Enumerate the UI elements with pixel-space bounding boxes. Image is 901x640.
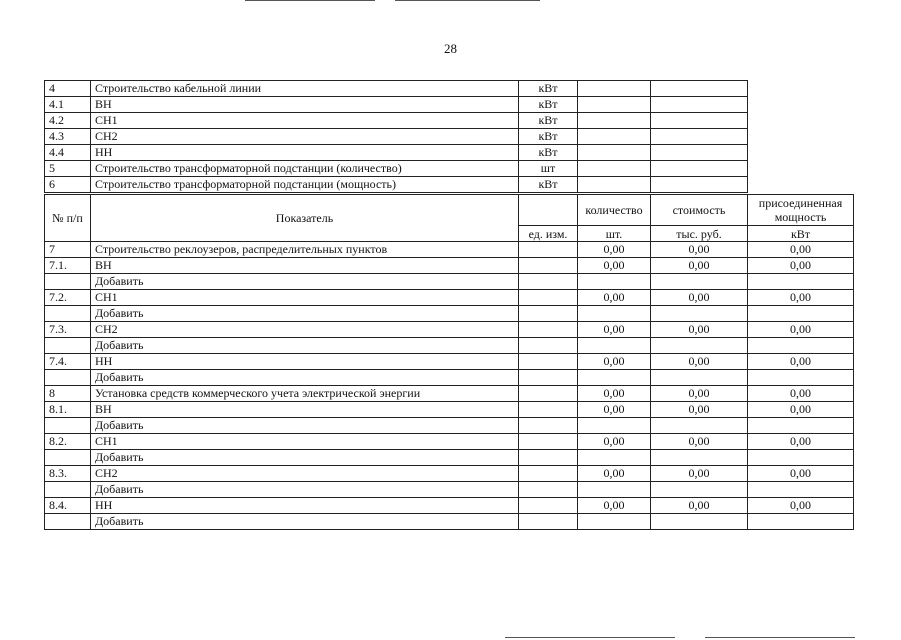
- row-unit: [519, 418, 578, 434]
- row-number: 7.4.: [45, 354, 91, 370]
- lower-table: [44, 194, 854, 530]
- row-unit: [519, 306, 578, 322]
- row-value-2: [651, 145, 748, 161]
- row-value-1: [578, 113, 651, 129]
- row-unit: [519, 370, 578, 386]
- row-unit: кВт: [519, 177, 578, 193]
- upper-row: [45, 129, 748, 145]
- row-unit: шт: [519, 161, 578, 177]
- row-unit: [519, 466, 578, 482]
- row-number: [45, 418, 91, 434]
- row-power: 0,00: [748, 386, 854, 402]
- row-quantity: [578, 306, 651, 322]
- upper-row: [45, 97, 748, 113]
- row-power: 0,00: [748, 290, 854, 306]
- row-power: [748, 514, 854, 530]
- row-name: ВН: [91, 402, 519, 418]
- data-row: [45, 290, 854, 306]
- row-value-2: [651, 97, 748, 113]
- row-value-1: [578, 97, 651, 113]
- upper-row: [45, 145, 748, 161]
- row-number: [45, 306, 91, 322]
- row-unit: [519, 498, 578, 514]
- row-unit: [519, 258, 578, 274]
- upper-row: [45, 177, 748, 193]
- row-number: 4.2: [45, 113, 91, 129]
- row-power: 0,00: [748, 322, 854, 338]
- data-row: [45, 386, 854, 402]
- row-number: [45, 274, 91, 290]
- header-quantity: количество: [578, 195, 651, 226]
- add-link[interactable]: Добавить: [91, 450, 519, 466]
- row-cost: [651, 450, 748, 466]
- row-number: [45, 370, 91, 386]
- row-cost: 0,00: [651, 322, 748, 338]
- row-cost: 0,00: [651, 434, 748, 450]
- row-cost: [651, 274, 748, 290]
- row-number: 7.3.: [45, 322, 91, 338]
- row-power: 0,00: [748, 242, 854, 258]
- add-link[interactable]: Добавить: [91, 306, 519, 322]
- row-name: Строительство реклоузеров, распределительных пунктов: [91, 242, 519, 258]
- row-unit: [519, 354, 578, 370]
- add-row: [45, 338, 854, 354]
- row-value-2: [651, 113, 748, 129]
- row-unit: кВт: [519, 97, 578, 113]
- row-value-1: [578, 129, 651, 145]
- row-quantity: 0,00: [578, 242, 651, 258]
- row-name: СН1: [91, 290, 519, 306]
- row-number: [45, 338, 91, 354]
- row-value-1: [578, 145, 651, 161]
- scan-top-edge-right: [395, 0, 540, 1]
- row-name: СН1: [91, 113, 519, 129]
- row-unit: кВт: [519, 113, 578, 129]
- row-name: Строительство трансформаторной подстанции (количество): [91, 161, 519, 177]
- row-cost: 0,00: [651, 498, 748, 514]
- row-cost: 0,00: [651, 402, 748, 418]
- row-number: 8.3.: [45, 466, 91, 482]
- row-name: СН1: [91, 434, 519, 450]
- row-value-2: [651, 81, 748, 97]
- row-value-2: [651, 177, 748, 193]
- row-unit: кВт: [519, 145, 578, 161]
- row-cost: 0,00: [651, 290, 748, 306]
- row-number: 6: [45, 177, 91, 193]
- header-indicator: Показатель: [91, 195, 519, 242]
- row-quantity: [578, 338, 651, 354]
- row-power: 0,00: [748, 402, 854, 418]
- row-unit: [519, 290, 578, 306]
- row-value-1: [578, 161, 651, 177]
- row-cost: [651, 306, 748, 322]
- row-number: 7: [45, 242, 91, 258]
- row-name: СН2: [91, 322, 519, 338]
- row-power: 0,00: [748, 498, 854, 514]
- row-number: 8.2.: [45, 434, 91, 450]
- upper-row: [45, 161, 748, 177]
- row-power: [748, 306, 854, 322]
- row-unit: [519, 242, 578, 258]
- row-unit: [519, 386, 578, 402]
- row-power: [748, 370, 854, 386]
- row-quantity: [578, 274, 651, 290]
- header-cost: стоимость: [651, 195, 748, 226]
- row-unit: [519, 338, 578, 354]
- data-row: [45, 258, 854, 274]
- row-name: СН2: [91, 129, 519, 145]
- header-num: № п/п: [45, 195, 91, 242]
- row-number: [45, 514, 91, 530]
- row-value-2: [651, 161, 748, 177]
- row-power: [748, 274, 854, 290]
- row-quantity: 0,00: [578, 258, 651, 274]
- row-cost: 0,00: [651, 354, 748, 370]
- row-name: СН2: [91, 466, 519, 482]
- row-number: [45, 450, 91, 466]
- row-value-1: [578, 81, 651, 97]
- header-unit-blank: [519, 195, 578, 226]
- data-row: [45, 242, 854, 258]
- row-number: 4: [45, 81, 91, 97]
- header-power-line1: присоединенная: [758, 196, 843, 210]
- row-cost: [651, 370, 748, 386]
- row-value-2: [651, 129, 748, 145]
- row-power: 0,00: [748, 258, 854, 274]
- data-row: [45, 354, 854, 370]
- upper-row: [45, 113, 748, 129]
- data-row: [45, 466, 854, 482]
- header-row-1: [45, 195, 854, 226]
- row-unit: [519, 514, 578, 530]
- row-quantity: 0,00: [578, 434, 651, 450]
- header-power-unit: кВт: [748, 226, 854, 242]
- row-quantity: 0,00: [578, 354, 651, 370]
- add-row: [45, 306, 854, 322]
- row-power: 0,00: [748, 354, 854, 370]
- add-row: [45, 274, 854, 290]
- row-name: ВН: [91, 258, 519, 274]
- row-quantity: [578, 482, 651, 498]
- row-unit: [519, 450, 578, 466]
- row-number: 5: [45, 161, 91, 177]
- add-row: [45, 450, 854, 466]
- row-power: [748, 450, 854, 466]
- row-quantity: 0,00: [578, 402, 651, 418]
- row-name: НН: [91, 145, 519, 161]
- row-name: Строительство трансформаторной подстанции (мощность): [91, 177, 519, 193]
- row-cost: [651, 514, 748, 530]
- row-cost: [651, 338, 748, 354]
- row-number: 4.3: [45, 129, 91, 145]
- header-cost-unit: тыс. руб.: [651, 226, 748, 242]
- row-quantity: 0,00: [578, 290, 651, 306]
- row-unit: [519, 482, 578, 498]
- row-power: [748, 338, 854, 354]
- row-number: 8.4.: [45, 498, 91, 514]
- row-cost: 0,00: [651, 386, 748, 402]
- row-unit: [519, 434, 578, 450]
- row-unit: кВт: [519, 81, 578, 97]
- row-unit: кВт: [519, 129, 578, 145]
- row-power: 0,00: [748, 434, 854, 450]
- upper-table: [44, 80, 748, 193]
- row-name: НН: [91, 498, 519, 514]
- header-unit: ед. изм.: [519, 226, 578, 242]
- row-quantity: [578, 370, 651, 386]
- row-power: [748, 418, 854, 434]
- add-link[interactable]: Добавить: [91, 370, 519, 386]
- row-unit: [519, 402, 578, 418]
- upper-row: [45, 81, 748, 97]
- scan-bottom-edge-right: [705, 637, 855, 638]
- row-number: 7.1.: [45, 258, 91, 274]
- row-cost: 0,00: [651, 258, 748, 274]
- data-row: [45, 322, 854, 338]
- scan-bottom-edge-left: [505, 637, 675, 638]
- row-number: 8: [45, 386, 91, 402]
- page-number: 28: [444, 41, 457, 56]
- row-quantity: 0,00: [578, 386, 651, 402]
- row-cost: [651, 482, 748, 498]
- add-link[interactable]: Добавить: [91, 514, 519, 530]
- scan-top-edge-left: [245, 0, 375, 1]
- row-quantity: [578, 450, 651, 466]
- row-quantity: [578, 514, 651, 530]
- add-link[interactable]: Добавить: [91, 338, 519, 354]
- row-name: НН: [91, 354, 519, 370]
- data-row: [45, 434, 854, 450]
- row-power: [748, 482, 854, 498]
- data-row: [45, 402, 854, 418]
- row-quantity: 0,00: [578, 466, 651, 482]
- row-name: Строительство кабельной линии: [91, 81, 519, 97]
- row-cost: 0,00: [651, 242, 748, 258]
- add-link[interactable]: Добавить: [91, 418, 519, 434]
- row-name: Установка средств коммерческого учета электрической энергии: [91, 386, 519, 402]
- row-unit: [519, 322, 578, 338]
- row-quantity: [578, 418, 651, 434]
- data-row: [45, 498, 854, 514]
- add-row: [45, 482, 854, 498]
- row-quantity: 0,00: [578, 498, 651, 514]
- add-link[interactable]: Добавить: [91, 482, 519, 498]
- header-power-line2: мощность: [774, 210, 827, 224]
- row-cost: 0,00: [651, 466, 748, 482]
- header-power: [748, 195, 854, 226]
- add-row: [45, 418, 854, 434]
- row-number: 8.1.: [45, 402, 91, 418]
- row-number: 4.4: [45, 145, 91, 161]
- row-number: 4.1: [45, 97, 91, 113]
- add-row: [45, 514, 854, 530]
- add-link[interactable]: Добавить: [91, 274, 519, 290]
- row-value-1: [578, 177, 651, 193]
- add-row: [45, 370, 854, 386]
- row-unit: [519, 274, 578, 290]
- row-cost: [651, 418, 748, 434]
- row-name: ВН: [91, 97, 519, 113]
- row-number: [45, 482, 91, 498]
- row-quantity: 0,00: [578, 322, 651, 338]
- row-power: 0,00: [748, 466, 854, 482]
- row-number: 7.2.: [45, 290, 91, 306]
- header-quantity-unit: шт.: [578, 226, 651, 242]
